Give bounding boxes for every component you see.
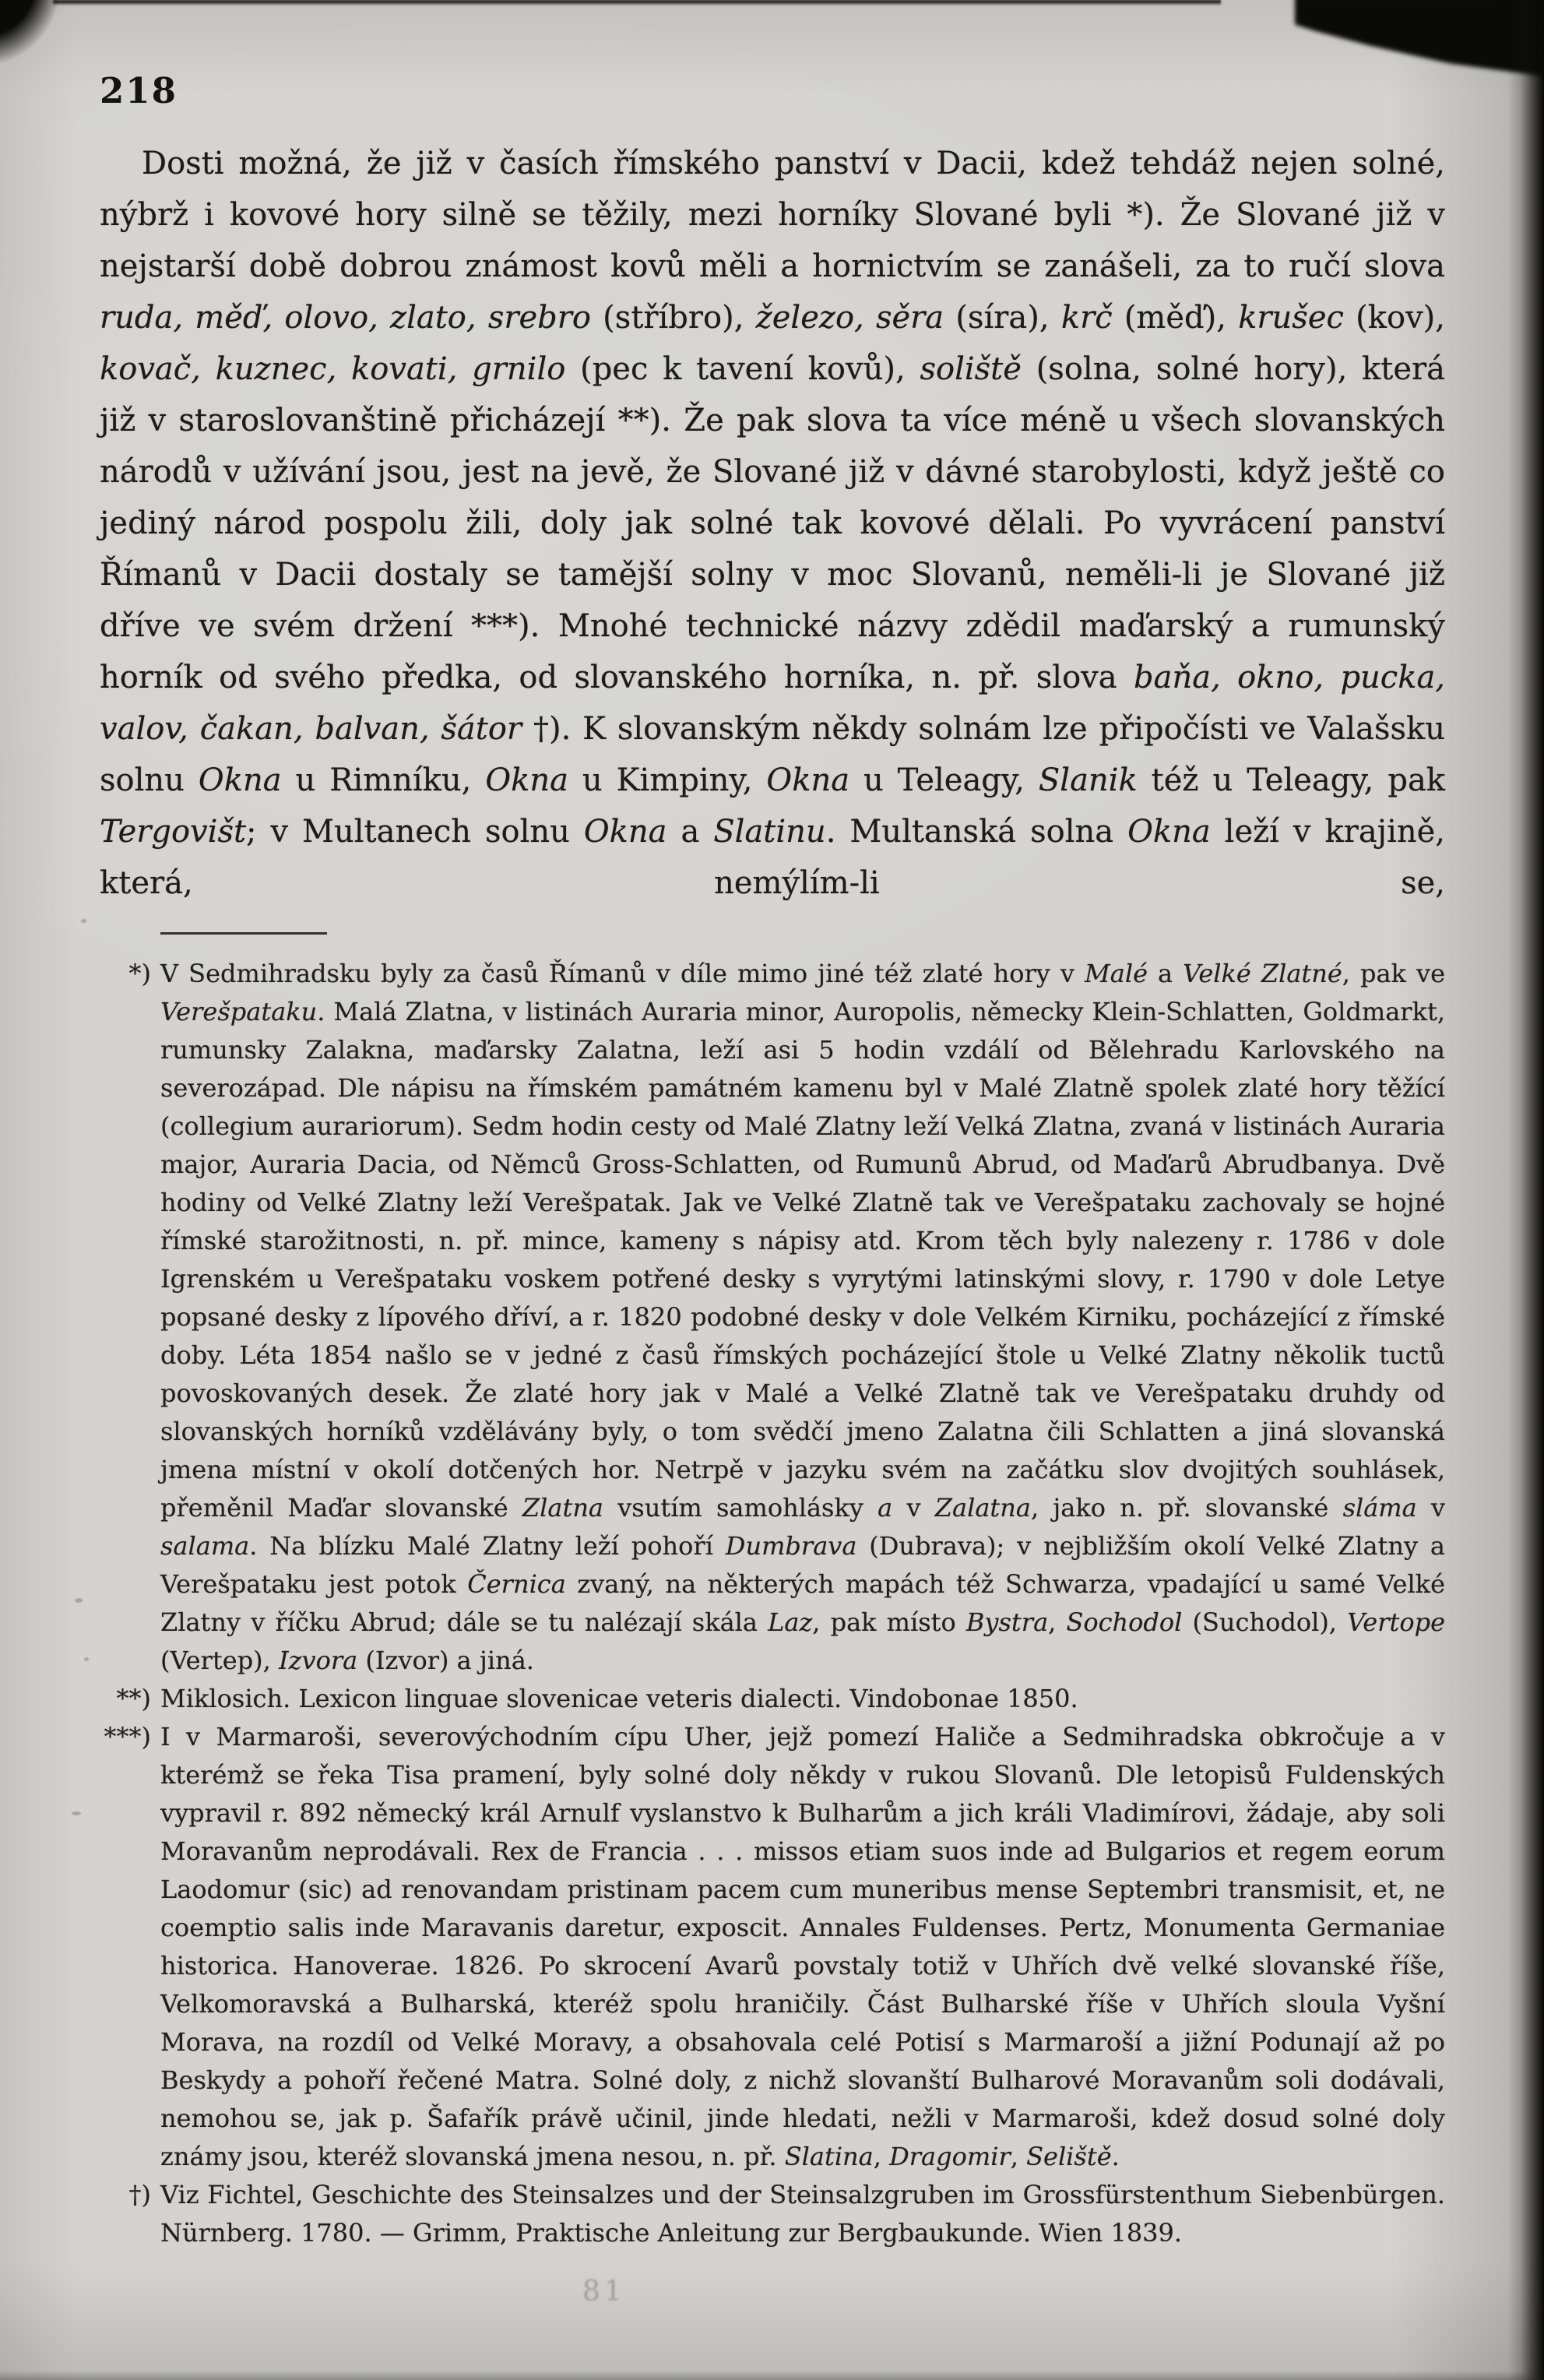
footnote-2-marker: **) xyxy=(116,1684,151,1713)
page-content xyxy=(100,0,1445,2252)
scan-edge-bottom xyxy=(0,2371,1544,2380)
footnote-2-text: Miklosich. Lexicon linguae slovenicae veteris dialecti. Vindobonae 1850. xyxy=(160,1684,1078,1713)
body-paragraph: Dosti možná, že již v časích římského panství v Dacii, kdež tehdáž nejen solné, nýbrž i kovové hory silně se těžily, mezi horníky Slované byli *). Že Slované již v nejstarší době dobrou známost kovů měli a hornictvím se zanášeli, za to ručí slova ruda, měď, olovo, zlato, srebro (stříbro), železo, sěra (síra), krč (měď), krušec (kov), kovač, kuznec, kovati, grnilo (pec k tavení kovů), soliště (solna, solné hory), která již v staroslovanštině přicházejí **). Že pak slova ta více méně u všech slovanských národů v užívání jsou, jest na jevě, že Slované již v dávné starobylosti, když ještě co jediný národ pospolu žili, doly jak solné tak kovové dělali. Po vyvrácení panství Římanů v Dacii dostaly se tamější solny v moc Slovanů, neměli-li je Slované již dříve ve svém držení ***). Mnohé technické názvy zdědil maďarský a rumunský horník od svého předka, od slovanského horníka, n. př. slova baňa, okno, pucka, valov, čakan, balvan, šátor †). K slovanským někdy solnám lze připočísti ve Valašsku solnu Okna u Rimníku, Okna u Kimpiny, Okna u Teleagy, Slanik též u Teleagy, pak Tergovišt; v Multanech solnu Okna a Slatinu. Multanská solna Okna leží v krajině, která, nemýlím-li se, xyxy=(100,146,1446,901)
footnote-1 xyxy=(128,955,1446,1680)
scan-speck xyxy=(72,1811,81,1815)
footnote-1-marker: *) xyxy=(128,959,151,988)
scan-speck xyxy=(81,919,86,923)
scan-shadow-top-left xyxy=(0,0,93,109)
footnote-3-marker: ***) xyxy=(104,1722,151,1752)
footnote-4 xyxy=(128,2176,1445,2252)
footnote-2 xyxy=(116,1680,1445,1718)
book-gutter-shadow-right xyxy=(1508,0,1544,2380)
scan-speck xyxy=(75,1598,83,1603)
footnote-3-text: I v Marmaroši, severovýchodním cípu Uher, jejž pomezí Haliče a Sedmihradska obkročuje a v kterémž se řeka Tisa pramení, byly solné doly někdy v rukou Slovanů. Dle letopisů Fuldenských vypravil r. 892 německý král Arnulf vyslanstvo k Bulharům a jich králi Vladimírovi, žádaje, aby soli Moravanům neprodávali. Rex de Francia . . . missos etiam suos inde ad Bulgarios et regem eorum Laodomur (sic) ad renovandam pristinam pacem cum muneribus mense Septembri transmisit, et, ne coemptio salis inde Maravanis daretur, exposcit. Annales Fuldenses. Pertz, Monumenta Germaniae historica. Hanoverae. 1826. Po skrocení Avarů povstaly totiž v Uhřích dvě velké slovanské říše, Velkomoravská a Bulharská, kteréž spolu hraničily. Část Bulharské říše v Uhřích sloula Vyšní Morava, na rozdíl od Velké Moravy, a obsahovala celé Potisí s Marmaroší a jižní Podunají až po Beskydy a pohoří řečené Matra. Solné doly, z nichž slovanští Bulharové Moravanům soli dodávali, nemohou se, jak p. Šafařík právě učinil, jinde hledati, nežli v Marmaroši, kdež dosud solné doly známy jsou, kteréž slovanská jmena nesou, n. př. Slatina, Dragomir, Seliště. xyxy=(160,1722,1445,2171)
footnote-1-text: V Sedmihradsku byly za časů Římanů v díle mimo jiné též zlaté hory v Malé a Velké Zlatné, pak ve Verešpataku. Malá Zlatna, v listinách Auraria minor, Auropolis, německy Klein-Schlatten, Goldmarkt, rumunsky Zalakna, maďarsky Zalatna, leží asi 5 hodin vzdálí od Bělehradu Karlovského na severozápad. Dle nápisu na římském památném kamenu byl v Malé Zlatně spolek zlaté hory těžící (collegium aurariorum). Sedm hodin cesty od Malé Zlatny leží Velká Zlatna, zvaná v listinách Auraria major, Auraria Dacia, od Němců Gross-Schlatten, od Rumunů Abrud, od Maďarů Abrudbanya. Dvě hodiny od Velké Zlatny leží Verešpatak. Jak ve Velké Zlatně tak ve Verešpataku zachovaly se hojné římské starožitnosti, n. př. mince, kameny s nápisy atd. Krom těch byly nalezeny r. 1786 v dole Igrenském u Verešpataku voskem potřené desky s vyrytými latinskými slovy, r. 1790 v dole Letye popsané desky z lípového dříví, a r. 1820 podobné desky v dole Velkém Kirniku, pocházející z římské doby. Léta 1854 našlo se v jedné z časů římských pocházející štole u Velké Zlatny několik tuctů povoskovaných desek. Že zlaté hory jak v Malé a Velké Zlatně tak ve Verešpataku druhdy od slovanských horníků vzdělávány byly, o tom svědčí jmeno Zalatna čili Schlatten a jiná slovanská jmena místní v okolí dotčených hor. Netrpě v jazyku svém na začátku slov dvojitých souhlásek, přeměnil Maďar slovanské Zlatna vsutím samohlásky a v Zalatna, jako n. př. slovanské sláma v salama. Na blízku Malé Zlatny leží pohoří Dumbrava (Dubrava); v nejbližším okolí Velké Zlatny a Verešpataku jest potok Černica zvaný, na některých mapách též Schwarza, vpadající u samé Velké Zlatny v říčku Abrud; dále se tu nalézají skála Laz, pak místo Bystra, Sochodol (Suchodol), Vertope (Vertep), Izvora (Izvor) a jiná. xyxy=(160,959,1446,1675)
footnote-3 xyxy=(104,1718,1445,2176)
scan-speck xyxy=(84,1657,89,1661)
footnote-separator-rule xyxy=(160,932,327,935)
page-number: 218 xyxy=(100,70,178,111)
footnote-4-text: Viz Fichtel, Geschichte des Steinsalzes und der Steinsalzgruben im Grossfürstenthum Siebenbürgen. Nürnberg. 1780. — Grimm, Praktische Anleitung zur Bergbaukunde. Wien 1839. xyxy=(160,2180,1445,2248)
footnote-4-marker: †) xyxy=(128,2180,151,2209)
footnotes-section xyxy=(104,955,1446,2252)
bleed-through-mark: 81 xyxy=(582,2276,626,2308)
